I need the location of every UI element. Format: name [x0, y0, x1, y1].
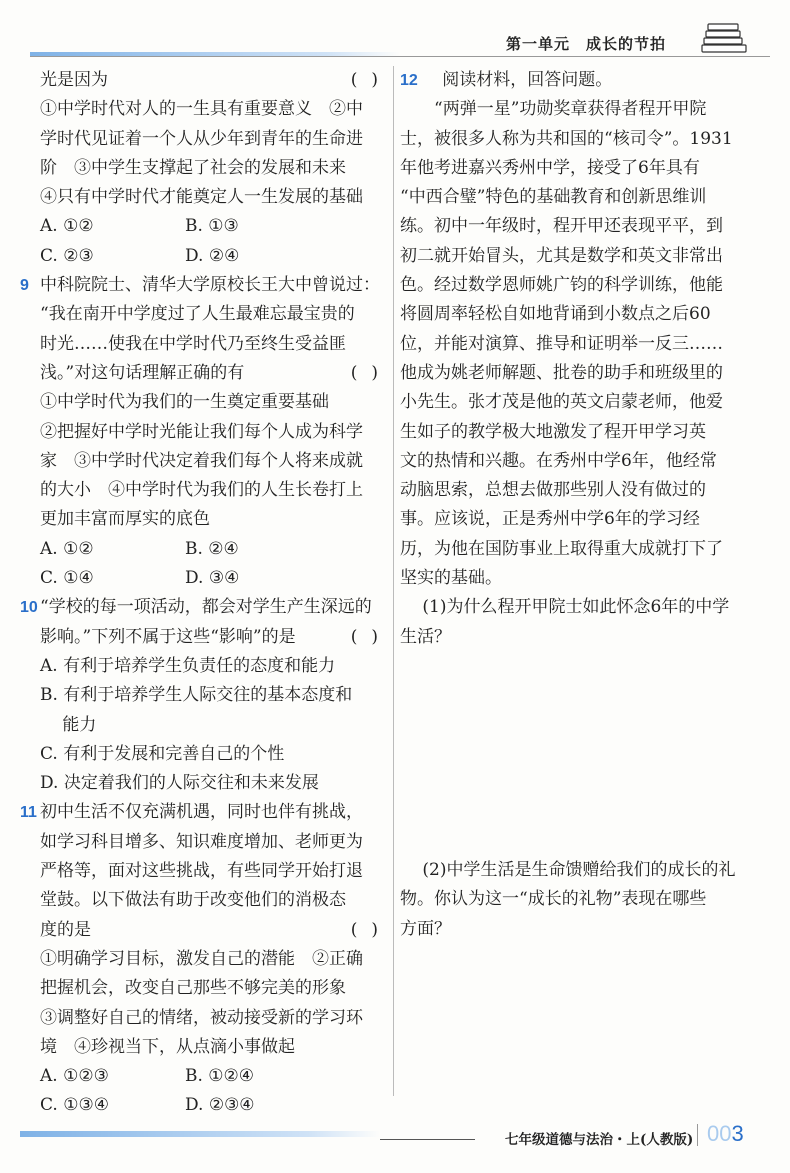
line-text: 物。你认为这一“成长的礼物”表现在哪些: [400, 889, 707, 910]
line-text: C. 有利于发展和完善自己的个性: [40, 743, 285, 764]
line-text: 浅。”对这句话理解正确的有: [40, 362, 245, 383]
line-text: 把握机会，改变自己那些不够完美的形象: [40, 978, 346, 999]
text-line: [20, 1004, 392, 1033]
text-line: [400, 623, 780, 652]
text-line: [20, 857, 392, 886]
line-text: 将圆周率轻松自如地背诵到小数点之后60: [400, 304, 711, 325]
line-text: 影响。”下列不属于这些“影响”的是: [40, 626, 296, 647]
text-line: [400, 564, 780, 593]
text-line: [20, 66, 392, 95]
text-line: [20, 828, 392, 857]
left-column: [20, 66, 392, 1121]
page-number: [707, 1121, 744, 1147]
line-text: 如学习科目增多、知识难度增加、老师更为: [40, 831, 363, 852]
line-text: ①中学时代为我们的一生奠定重要基础: [40, 392, 329, 413]
line-text: ①明确学习目标，激发自己的潜能 ②正确: [40, 948, 363, 969]
text-line: [400, 95, 780, 124]
question-line: [400, 66, 780, 95]
text-line: [20, 916, 392, 945]
options-row: [20, 535, 392, 564]
line-text: ①中学时代对人的一生具有重要意义 ②中: [40, 99, 363, 120]
line-text: 动脑思索，总想去做那些别人没有做过的: [400, 480, 706, 501]
line-text: 堂鼓。以下做法有助于改变他们的消极态: [40, 890, 346, 911]
line-text: 士，被很多人称为共和国的“核司令”。1931: [400, 128, 733, 149]
line-text: “我在南开中学度过了人生最难忘最宝贵的: [40, 304, 355, 325]
text-line: [20, 740, 392, 769]
text-line: [20, 623, 392, 652]
line-text: 练。初中一年级时，程开甲还表现平平，到: [400, 216, 723, 237]
question-number: 11: [20, 804, 37, 822]
line-text: 阅读材料，回答问题。: [419, 70, 613, 90]
question-line: [20, 271, 392, 300]
line-text: “两弹一星”功勋奖章获得者程开甲院: [400, 99, 707, 120]
answer-option: C. ②③: [40, 245, 94, 266]
line-text: 生如子的教学极大地激发了程开甲学习英: [400, 421, 706, 442]
line-text: 学时代见证着一个人从少年到青年的生命进: [40, 128, 363, 149]
line-text: 时光……使我在中学时代乃至终生受益匪: [40, 333, 346, 354]
text-line: [20, 154, 392, 183]
answer-option: B. ②④: [185, 538, 239, 559]
text-line: [400, 154, 780, 183]
answer-option: C. ①③④: [40, 1095, 109, 1116]
answer-option: A. ①②: [40, 538, 94, 559]
text-line: [20, 974, 392, 1003]
text-line: [20, 476, 392, 505]
answer-blank: (): [350, 70, 392, 90]
line-text: B. 有利于培养学生人际交往的基本态度和: [40, 685, 353, 706]
text-line: [400, 505, 780, 534]
options-row: [20, 564, 392, 593]
answer-option: D. ②③④: [185, 1095, 255, 1116]
right-column: [400, 66, 780, 944]
text-line: [400, 885, 780, 914]
text-line: [400, 388, 780, 417]
book-stack-icon: [700, 22, 750, 54]
header-rule: [30, 56, 770, 57]
text-line: [400, 856, 780, 885]
answer-option: B. ①②④: [185, 1066, 255, 1087]
book-title: 七年级道德与法治・上(人教版): [505, 1132, 694, 1148]
line-text: 事。应该说，正是秀州中学6年的学习经: [400, 509, 700, 530]
text-line: [400, 300, 780, 329]
text-line: [20, 711, 392, 740]
line-text: D. 决定着我们的人际交往和未来发展: [40, 773, 319, 794]
line-text: 境 ④珍视当下，从点滴小事做起: [40, 1036, 295, 1057]
text-line: [400, 915, 780, 944]
line-text: ②把握好中学时光能让我们每个人成为科学: [40, 421, 363, 442]
answer-option: D. ③④: [185, 568, 240, 589]
text-line: [400, 652, 780, 856]
line-text: 方面？: [400, 918, 451, 939]
text-line: [20, 652, 392, 681]
line-text: 他成为姚老师解题、批卷的助手和班级里的: [400, 362, 723, 383]
text-line: [400, 447, 780, 476]
line-text: 的大小 ④中学时代为我们的人生长卷打上: [40, 480, 363, 501]
line-text: 度的是: [40, 919, 91, 940]
line-text: (1)为什么程开甲院士如此怀念6年的中学: [400, 597, 730, 618]
line-text: 初二就开始冒头，尤其是数学和英文非常出: [400, 245, 723, 266]
answer-option: A. ①②③: [40, 1066, 109, 1087]
answer-option: A. ①②: [40, 216, 94, 237]
text-line: [20, 125, 392, 154]
options-row: [20, 212, 392, 241]
footer-accent-bar: [20, 1131, 380, 1137]
text-line: [20, 886, 392, 915]
line-text: 更加丰富而厚实的底色: [40, 509, 210, 530]
text-line: [20, 418, 392, 447]
text-line: [20, 388, 392, 417]
options-row: [20, 1062, 392, 1091]
footer-separator: [697, 1124, 698, 1146]
line-text: 家 ③中学时代决定着我们每个人将来成就: [40, 450, 363, 471]
text-line: [400, 242, 780, 271]
answer-option: C. ①④: [40, 568, 94, 589]
answer-option: B. ①③: [185, 216, 239, 237]
line-text: 能力: [40, 714, 97, 735]
text-line: [400, 125, 780, 154]
column-divider: [393, 66, 394, 1096]
line-text: 小先生。张才茂是他的英文启蒙老师，他爱: [400, 392, 723, 413]
line-text: ③调整好自己的情绪，被动接受新的学习环: [40, 1007, 363, 1028]
line-text: 中科院院士、清华大学原校长王大中曾说过：: [40, 275, 380, 296]
line-text: (2)中学生活是生命馈赠给我们的成长的礼: [400, 859, 736, 880]
page-number-digit: 3: [731, 1121, 744, 1146]
text-line: [400, 593, 780, 622]
text-line: [400, 535, 780, 564]
text-line: [20, 300, 392, 329]
answer-option: D. ②④: [185, 245, 240, 266]
line-text: 坚实的基础。: [400, 568, 502, 589]
line-text: 生活？: [400, 626, 451, 647]
page-number-prefix: 00: [707, 1121, 732, 1146]
question-number: 10: [20, 599, 38, 617]
text-line: [400, 476, 780, 505]
text-line: [400, 271, 780, 300]
text-line: [400, 183, 780, 212]
text-line: [400, 359, 780, 388]
text-line: [20, 447, 392, 476]
answer-blank: (): [350, 919, 392, 940]
line-text: 年他考进嘉兴秀州中学，接受了6年具有: [400, 157, 700, 178]
line-text: ④只有中学时代才能奠定人一生发展的基础: [40, 187, 363, 208]
line-text: “学校的每一项活动，都会对学生产生深远的: [40, 597, 372, 618]
text-line: [20, 681, 392, 710]
line-text: 历，为他在国防事业上取得重大成就打下了: [400, 538, 723, 559]
question-number: 9: [20, 277, 29, 295]
text-line: [20, 95, 392, 124]
answer-blank: (): [350, 362, 392, 383]
text-line: [20, 183, 392, 212]
line-text: 初中生活不仅充满机遇，同时也伴有挑战，: [40, 802, 363, 823]
text-line: [20, 945, 392, 974]
text-line: [20, 330, 392, 359]
text-line: [20, 1033, 392, 1062]
text-line: [400, 212, 780, 241]
text-line: [20, 505, 392, 534]
line-text: 文的热情和兴趣。在秀州中学6年，他经常: [400, 450, 717, 471]
options-row: [20, 1091, 392, 1120]
text-line: [400, 330, 780, 359]
line-text: A. 有利于培养学生负责任的态度和能力: [40, 655, 336, 676]
line-text: 严格等，面对这些挑战，有些同学开始打退: [40, 861, 363, 882]
footer-rule: [380, 1139, 475, 1140]
question-number: 12: [400, 72, 418, 89]
answer-blank: (): [350, 626, 392, 647]
text-line: [20, 359, 392, 388]
line-text: 位，并能对演算、推导和证明举一反三……: [400, 333, 723, 354]
unit-title: 第一单元 成长的节拍: [506, 35, 667, 53]
text-line: [400, 418, 780, 447]
options-row: [20, 242, 392, 271]
question-line: [20, 593, 392, 622]
line-text: 阶 ③中学生支撑起了社会的发展和未来: [40, 157, 346, 178]
text-line: [20, 769, 392, 798]
line-text: “中西合璧”特色的基础教育和创新思维训: [400, 187, 707, 208]
line-text: 色。经过数学恩师姚广钧的科学训练，他能: [400, 275, 723, 296]
question-line: [20, 798, 392, 827]
line-text: 光是因为: [40, 70, 108, 90]
